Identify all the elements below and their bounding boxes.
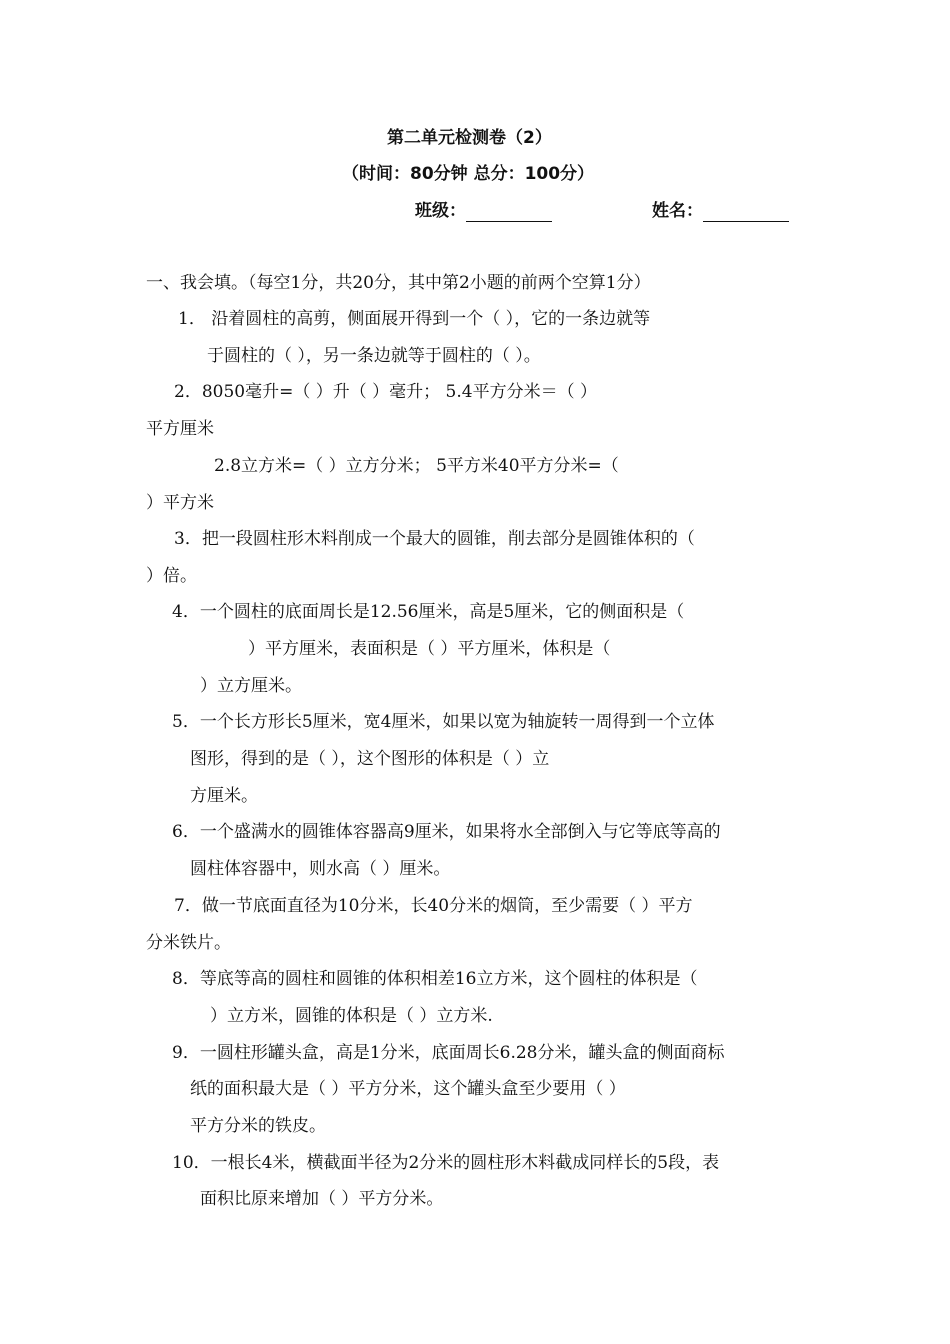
question-4-line-2: ）平方厘米，表面积是（ ）平方厘米，体积是（ bbox=[248, 639, 611, 659]
question-5-line-2: 图形，得到的是（ ），这个图形的体积是（ ）立 bbox=[190, 749, 550, 769]
name-field bbox=[652, 200, 789, 222]
question-9-line-3: 平方分米的铁皮。 bbox=[190, 1116, 326, 1136]
question-2-line-3: 2.8立方米=（ ）立方分米； 5平方米40平方分米=（ bbox=[214, 456, 619, 476]
class-blank bbox=[466, 203, 552, 222]
question-9-line-2: 纸的面积最大是（ ）平方分米，这个罐头盒至少要用（ ） bbox=[190, 1079, 626, 1099]
question-6-line-2: 圆柱体容器中，则水高（ ）厘米。 bbox=[190, 859, 451, 879]
question-8-line-2: ）立方米，圆锥的体积是（ ）立方米. bbox=[210, 1006, 493, 1026]
class-field bbox=[415, 200, 552, 222]
question-2-line-2: 平方厘米 bbox=[146, 419, 214, 439]
question-5-line-3: 方厘米。 bbox=[190, 786, 258, 806]
class-label: 班级： bbox=[415, 201, 466, 221]
question-1-line-1: 1． 沿着圆柱的高剪，侧面展开得到一个（ ），它的一条边就等 bbox=[178, 309, 651, 329]
question-1-line-2: 于圆柱的（ ），另一条边就等于圆柱的（ ）。 bbox=[207, 346, 541, 366]
question-10-line-2: 面积比原来增加（ ）平方分米。 bbox=[200, 1189, 444, 1209]
question-4-line-3: ）立方厘米。 bbox=[200, 676, 302, 696]
question-7-line-2: 分米铁片。 bbox=[146, 933, 231, 953]
question-3-line-1: 3．把一段圆柱形木料削成一个最大的圆锥，削去部分是圆锥体积的（ bbox=[174, 529, 695, 549]
question-3-line-2: ）倍。 bbox=[146, 566, 197, 586]
question-9-line-1: 9．一圆柱形罐头盒，高是1分米，底面周长6.28分米，罐头盒的侧面商标 bbox=[172, 1043, 725, 1063]
question-6-line-1: 6．一个盛满水的圆锥体容器高9厘米，如果将水全部倒入与它等底等高的 bbox=[172, 822, 721, 842]
question-2-line-1: 2．8050毫升=（ ）升（ ）毫升； 5.4平方分米＝（ ） bbox=[174, 382, 597, 402]
question-5-line-1: 5．一个长方形长5厘米，宽4厘米，如果以宽为轴旋转一周得到一个立体 bbox=[172, 712, 715, 732]
question-7-line-1: 7．做一节底面直径为10分米，长40分米的烟筒，至少需要（ ）平方 bbox=[174, 896, 693, 916]
name-blank bbox=[703, 203, 789, 222]
section-heading: 一、我会填。（每空1分，共20分，其中第2小题的前两个空算1分） bbox=[146, 273, 651, 293]
page-subtitle: （时间：80分钟 总分：100分） bbox=[342, 164, 595, 184]
question-10-line-1: 10．一根长4米，横截面半径为2分米的圆柱形木料截成同样长的5段，表 bbox=[172, 1153, 720, 1173]
question-8-line-1: 8．等底等高的圆柱和圆锥的体积相差16立方米，这个圆柱的体积是（ bbox=[172, 969, 698, 989]
question-4-line-1: 4．一个圆柱的底面周长是12.56厘米，高是5厘米，它的侧面积是（ bbox=[172, 602, 685, 622]
page-title: 第二单元检测卷（2） bbox=[387, 128, 552, 148]
question-2-line-4: ）平方米 bbox=[146, 493, 214, 513]
name-label: 姓名： bbox=[652, 201, 703, 221]
